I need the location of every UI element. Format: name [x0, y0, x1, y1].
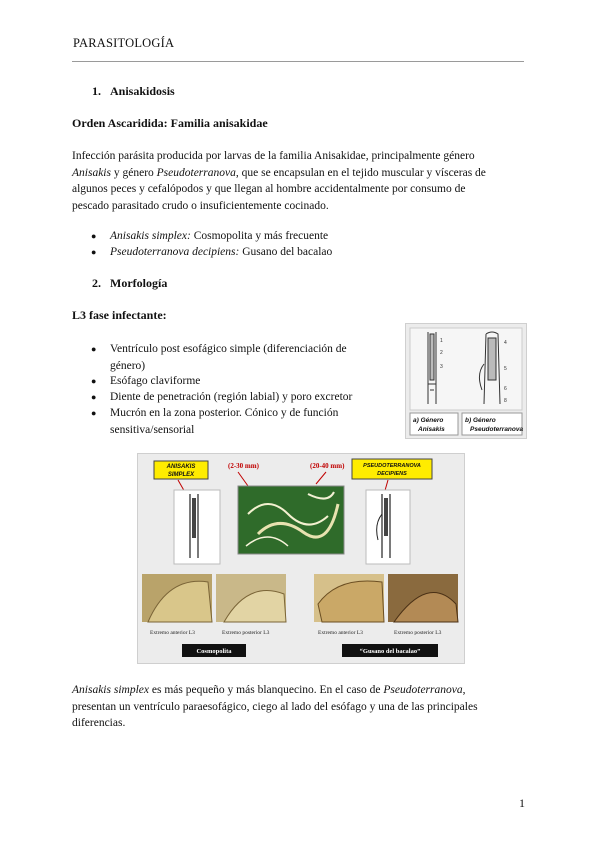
micrograph-photo: [388, 574, 458, 622]
diagram-mark: 5: [504, 366, 507, 372]
size-right: (20-40 mm): [310, 462, 345, 470]
arrow-icon: [316, 472, 326, 484]
section-1-heading: [92, 84, 175, 99]
intro-line-4: pescado parasitado crudo o insuficientemente cocinado.: [72, 199, 329, 212]
bullet-icon: ●: [91, 392, 97, 402]
species-name: Anisakis simplex:: [110, 230, 191, 242]
caption-a-line2: Anisakis: [418, 426, 445, 433]
bullet-icon: ●: [91, 376, 97, 386]
order-heading: Orden Ascaridida: Familia anisakidae: [72, 116, 268, 130]
caption-a-line1: a) Género: [413, 417, 444, 424]
banner-cosmopolita-text: Cosmopolita: [196, 648, 232, 655]
micrograph-photo: [314, 574, 384, 622]
bullet-icon: ●: [91, 344, 97, 354]
bullet-icon: ●: [91, 247, 97, 257]
header-title: PARASITOLOGÍA: [73, 36, 175, 50]
species-desc: Cosmopolita y más frecuente: [190, 230, 329, 242]
comparison-figure: [137, 453, 465, 664]
outro-line-3: diferencias.: [72, 717, 126, 729]
intro-text: y género: [110, 166, 157, 179]
feature-text: Ventrículo post esofágico simple (diferenciación de: [110, 343, 347, 355]
banner-gusano-text: “Gusano del bacalao”: [359, 648, 421, 655]
anisakis-larva-drawing: [174, 490, 220, 564]
diagram-mark: 3: [440, 364, 443, 370]
intro-paragraph: [72, 148, 532, 214]
diagram-mark: 2: [440, 350, 443, 356]
intro-line-3: algunos peces y cefalópodos y que llegan al hombre accidentalmente por consumo de: [72, 183, 466, 195]
feature-text: Esófago claviforme: [110, 375, 201, 387]
l3-heading: L3 fase infectante:: [72, 308, 167, 322]
feature-text: Mucrón en la zona posterior. Cónico y de función: [110, 407, 339, 419]
species-name: Pseudoterranova decipiens:: [110, 246, 240, 258]
micrograph-photo: [142, 574, 212, 622]
micrograph-caption: Extremo posterior L3: [394, 630, 442, 636]
caption-b-line1: b) Género: [465, 417, 496, 424]
micrograph-caption: Extremo anterior L3: [318, 630, 363, 636]
anisakis-label-line2: SIMPLEX: [167, 472, 195, 478]
bullet-icon: ●: [91, 408, 97, 418]
size-left: (2-30 mm): [228, 462, 259, 470]
diagram-mark: 6: [504, 386, 507, 392]
outro-text: ,: [462, 684, 466, 696]
larva-diagram: [406, 324, 526, 438]
genus-anisakis: Anisakis: [72, 166, 111, 179]
pseudoterranova-larva-drawing: [366, 490, 410, 564]
larvae-photo: [238, 486, 344, 554]
feature-text: Diente de penetración (región labial) y poro excretor: [110, 391, 353, 403]
diagram-mark: 4: [504, 340, 507, 346]
micrograph-caption: Extremo anterior L3: [150, 630, 195, 636]
intro-line-1: Infección parásita producida por larvas de la familia Anisakidae, principalmente género: [72, 150, 475, 162]
list-item: [91, 373, 201, 390]
anisakis-label-line1: ANISAKIS: [166, 464, 196, 470]
list-item: [91, 228, 329, 245]
header-divider: [72, 61, 524, 62]
species-desc: Gusano del bacalao: [239, 246, 333, 258]
section-1-number: 1.: [92, 84, 101, 98]
genus-pseudoterranova: Pseudoterranova: [383, 684, 463, 696]
pseudoterranova-label-line2: DECIPIENS: [377, 471, 407, 477]
list-item: [91, 341, 370, 374]
outro-line-1: [72, 682, 532, 699]
section-2-heading: [92, 276, 167, 291]
diagram-mark: 1: [440, 338, 443, 344]
species-anisakis: Anisakis simplex: [72, 684, 149, 696]
micrograph-photo: [216, 574, 286, 622]
section-1-title: Anisakidosis: [110, 84, 175, 98]
intro-line-2: [72, 165, 532, 182]
section-2-title: Morfología: [110, 276, 168, 290]
outro-text: es más pequeño y más blanquecino. En el caso de: [148, 684, 384, 696]
micrograph-caption: Extremo posterior L3: [222, 630, 270, 636]
genus-pseudoterranova: Pseudoterranova: [156, 166, 236, 179]
diagram-mark: 8: [504, 398, 507, 404]
intro-text: , que se encapsulan en el tejido muscular y vísceras de: [235, 166, 486, 179]
genus-diagram-figure: [405, 323, 527, 439]
arrow-icon: [238, 472, 248, 486]
feature-text: sensitiva/sensorial: [110, 423, 195, 436]
comparison-illustration: [138, 454, 464, 663]
page-number: 1: [519, 796, 525, 810]
feature-text: género): [110, 359, 146, 372]
caption-b-line2: Pseudoterranova: [470, 426, 524, 433]
bullet-icon: ●: [91, 231, 97, 241]
outro-line-2: presentan un ventrículo paraesofágico, ciego al lado del esófago y una de las principales: [72, 700, 478, 713]
list-item: [91, 244, 333, 261]
pseudoterranova-label-line1: PSEUDOTERRANOVA: [363, 463, 421, 469]
list-item: [91, 405, 370, 438]
list-item: [91, 389, 353, 406]
section-2-number: 2.: [92, 276, 101, 290]
outro-paragraph: [72, 682, 532, 732]
